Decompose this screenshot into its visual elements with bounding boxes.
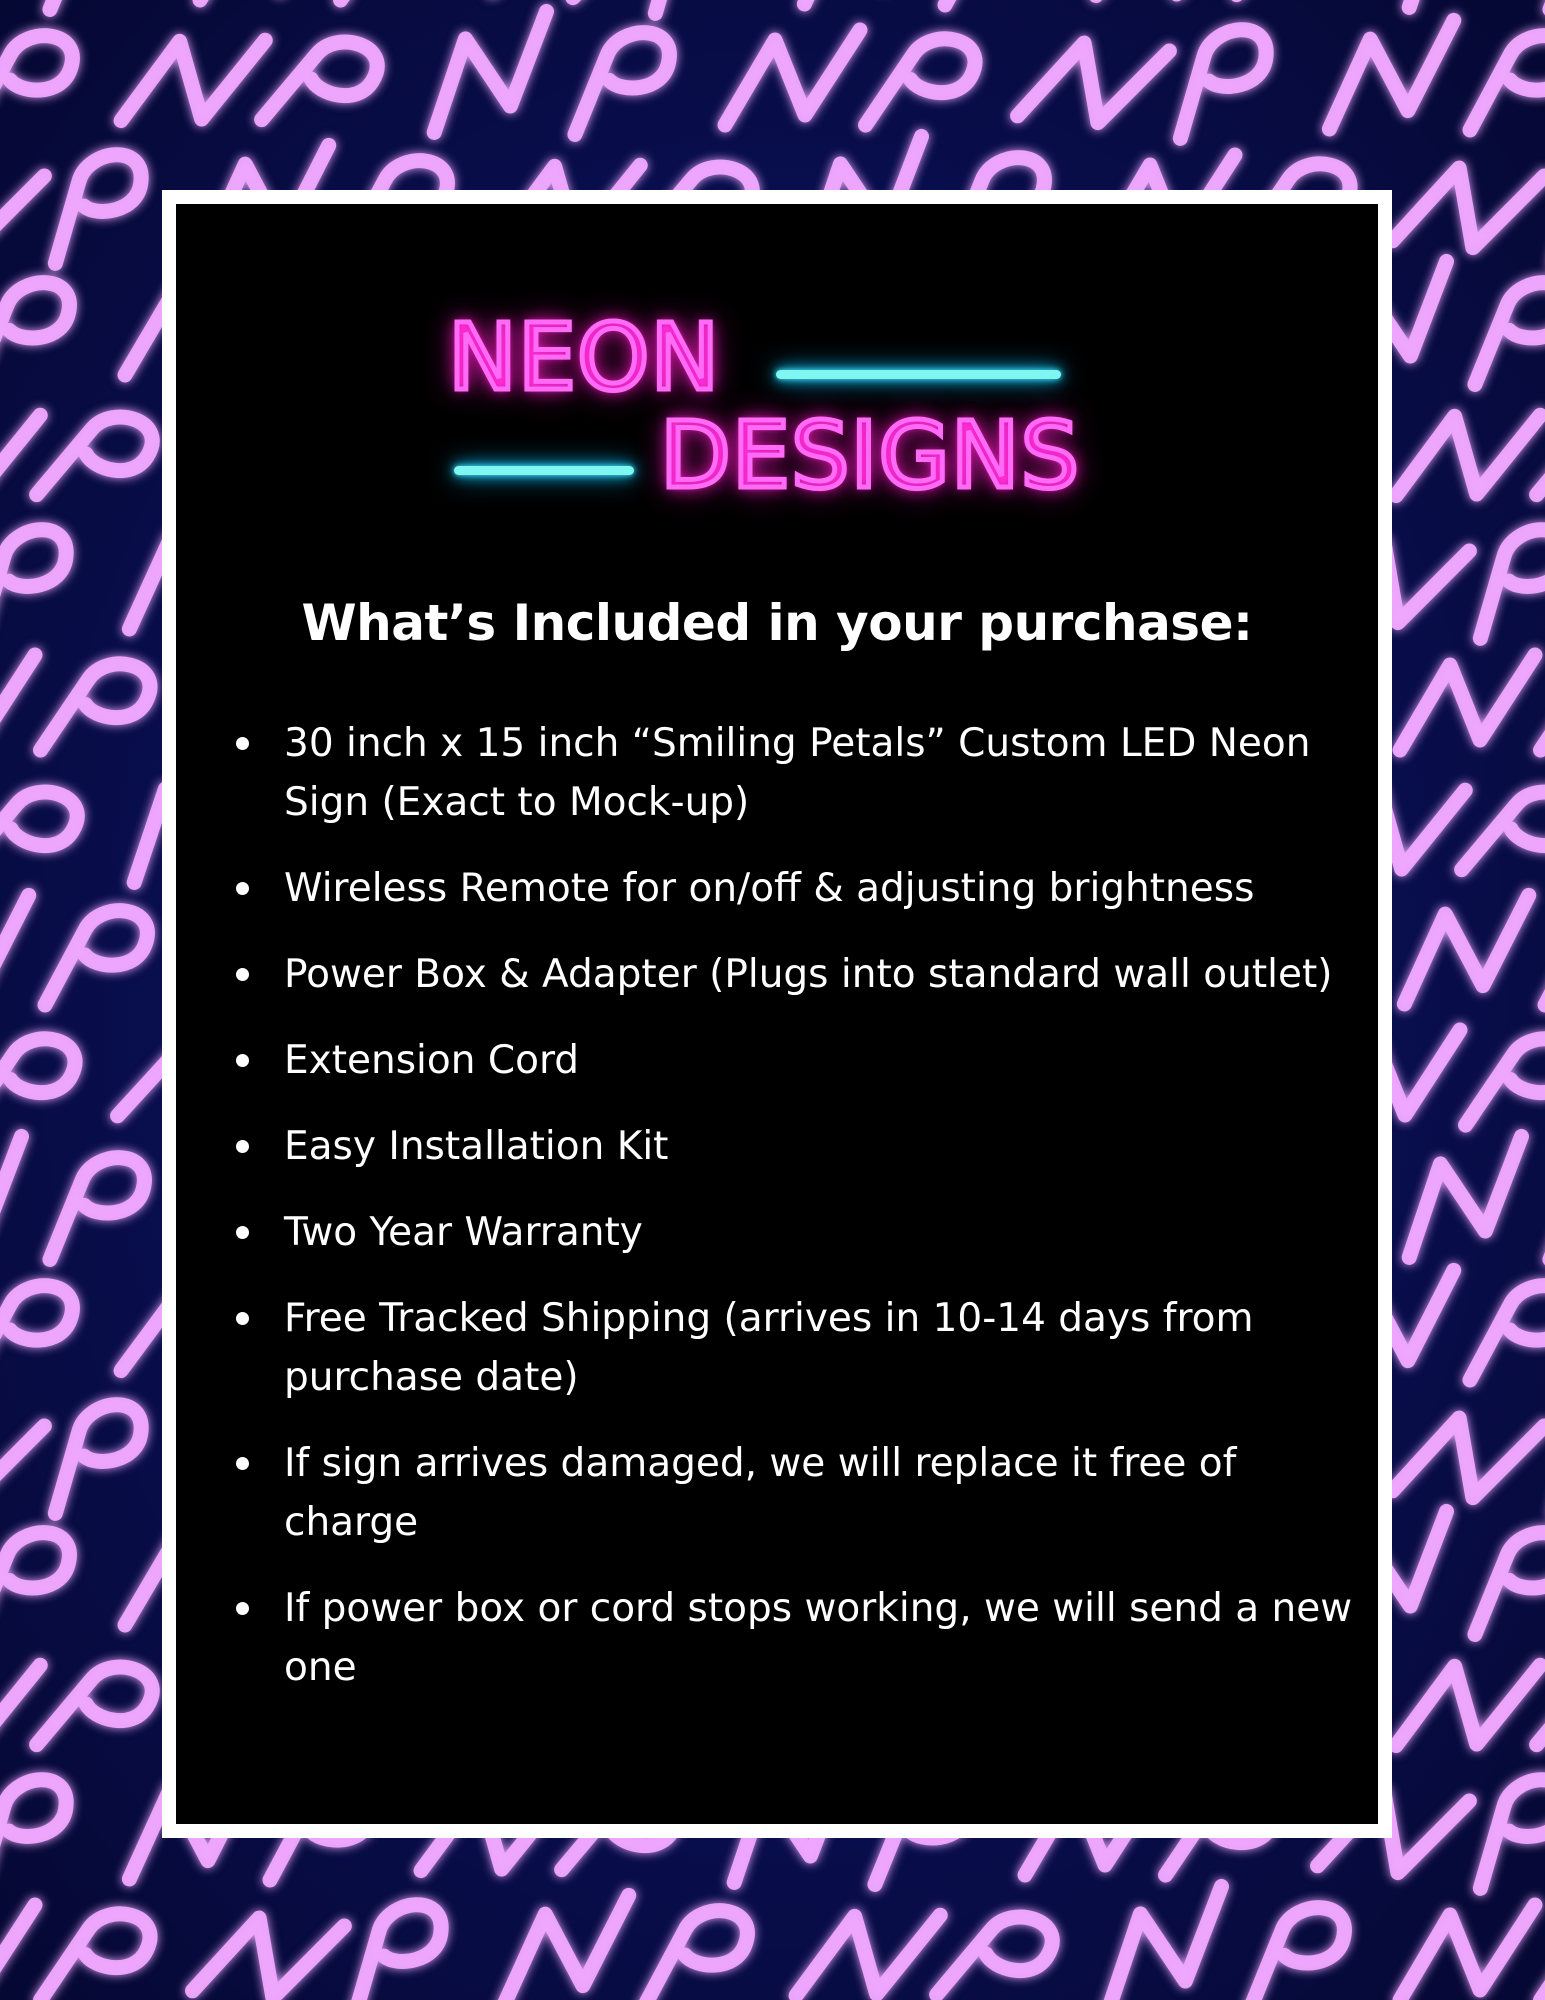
list-item (284, 945, 1354, 1004)
logo-cyan-line-bottom (454, 466, 634, 475)
bullet-icon (236, 737, 249, 750)
list-item-text: Extension Cord (284, 1038, 580, 1083)
list-item-text: Easy Installation Kit (284, 1124, 669, 1169)
list-item-text: If sign arrives damaged, we will replace it free of charge (284, 1441, 1237, 1545)
logo-word-neon: NEON (448, 304, 721, 411)
bullet-icon (236, 1054, 249, 1067)
page-title: What’s Included in your purchase: (301, 594, 1253, 652)
list-item (284, 714, 1354, 832)
bullet-icon (236, 1312, 249, 1325)
bullet-icon (236, 882, 249, 895)
bullet-icon (236, 1226, 249, 1239)
list-item-text: Free Tracked Shipping (arrives in 10-14 days from purchase date) (284, 1296, 1254, 1400)
list-item-text: Wireless Remote for on/off & adjusting brightness (284, 866, 1255, 911)
list-item (284, 859, 1354, 918)
list-item-text: If power box or cord stops working, we will send a new one (284, 1586, 1353, 1690)
bullet-icon (236, 968, 249, 981)
list-item (284, 1203, 1354, 1262)
included-items-list (284, 714, 1354, 1724)
list-item-text: 30 inch x 15 inch “Smiling Petals” Custom LED Neon Sign (Exact to Mock-up) (284, 721, 1311, 825)
bullet-icon (236, 1602, 249, 1615)
list-item (284, 1579, 1354, 1697)
logo-word-designs: DESIGNS (660, 402, 1081, 509)
list-item (284, 1289, 1354, 1407)
list-item-text: Two Year Warranty (284, 1210, 643, 1255)
list-item-text: Power Box & Adapter (Plugs into standard wall outlet) (284, 952, 1333, 997)
list-item (284, 1031, 1354, 1090)
card-frame (162, 190, 1392, 1838)
neon-designs-logo (176, 204, 1378, 534)
info-card (176, 204, 1378, 1824)
list-item (284, 1117, 1354, 1176)
logo-cyan-line-top (776, 370, 1061, 379)
bullet-icon (236, 1457, 249, 1470)
list-item (284, 1434, 1354, 1552)
bullet-icon (236, 1140, 249, 1153)
